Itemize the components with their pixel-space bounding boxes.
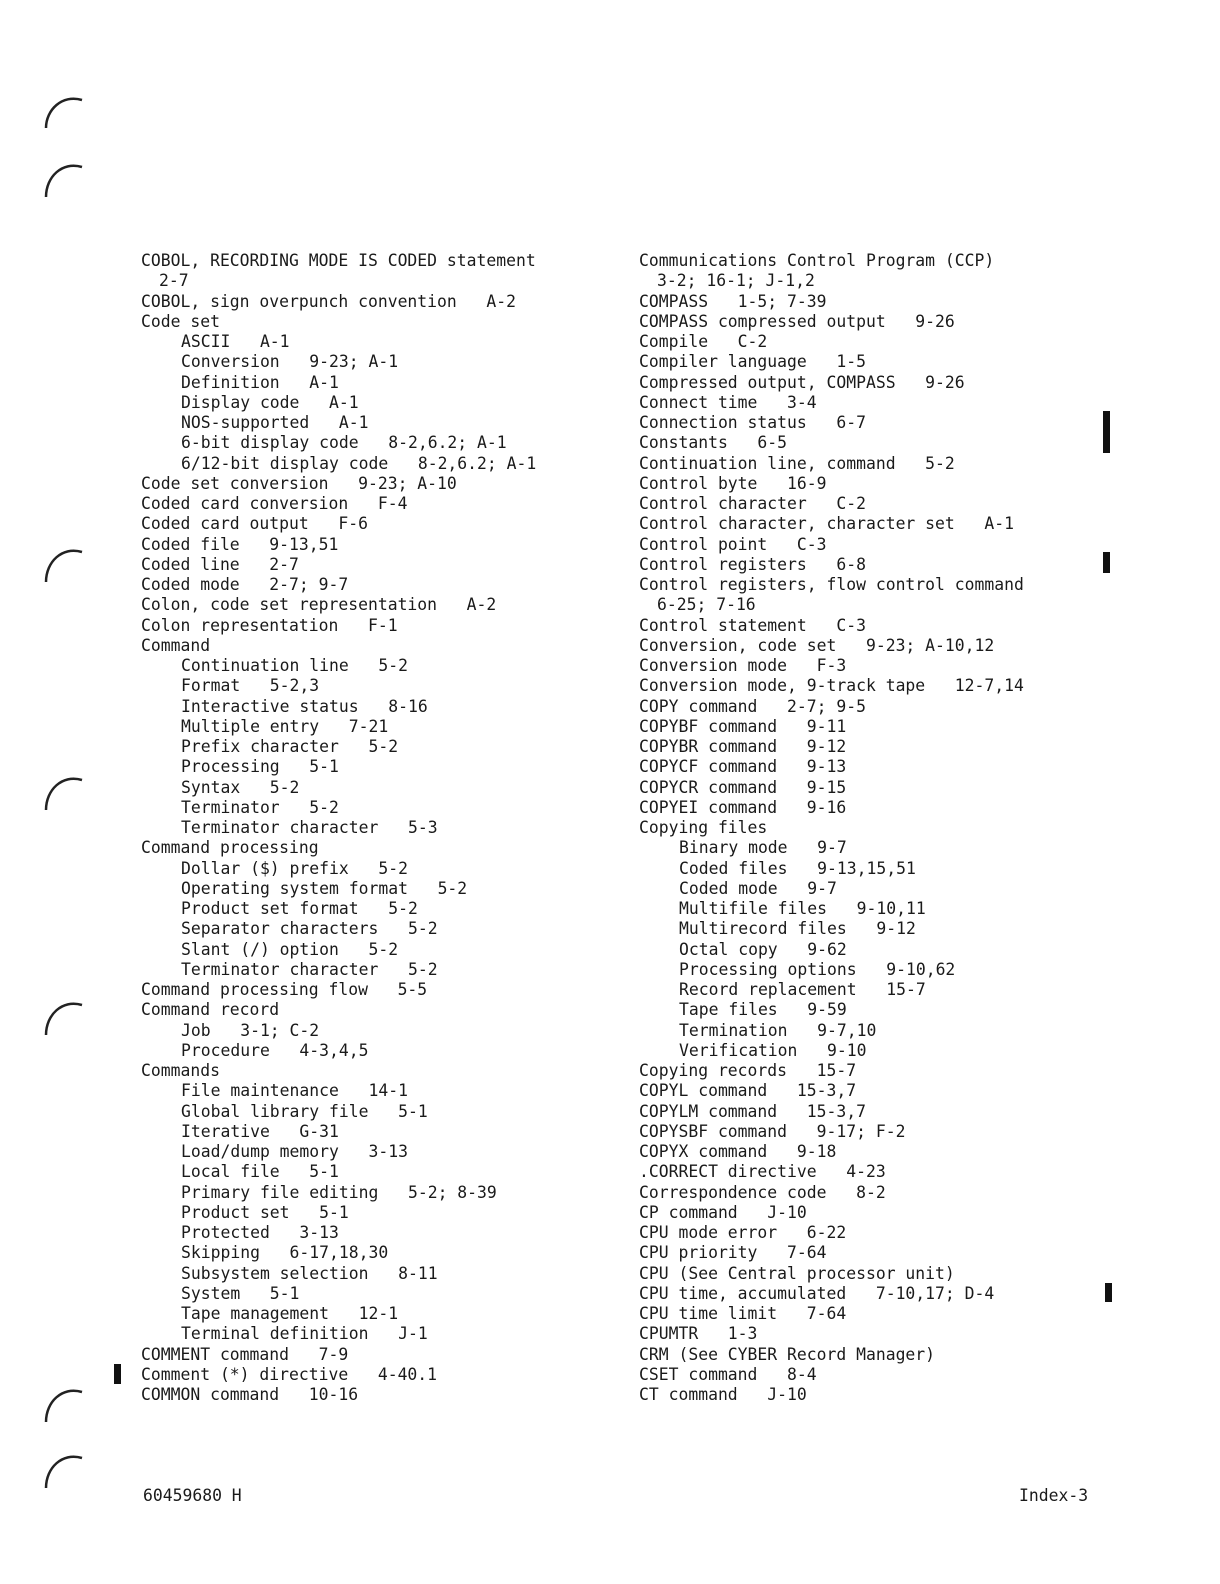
index-entry: 2-7	[159, 271, 189, 291]
index-entry: Global library file 5-1	[181, 1101, 428, 1121]
index-entry: Colon, code set representation A-2	[141, 595, 497, 615]
index-entry: ASCII A-1	[181, 332, 290, 351]
index-entry: Conversion 9-23; A-1	[181, 352, 399, 372]
index-entry: Tape management 12-1	[181, 1304, 399, 1323]
index-entry: Product set format 5-2	[181, 899, 418, 918]
index-entry: Continuation line 5-2	[181, 656, 408, 675]
index-entry: .CORRECT directive 4-23	[639, 1162, 886, 1182]
index-entry: Primary file editing 5-2; 8-39	[181, 1182, 497, 1202]
index-entry: Communications Control Program (CCP)	[639, 251, 995, 270]
index-entry: COMPASS 1-5; 7-39	[639, 291, 827, 311]
index-entry: COMPASS compressed output 9-26	[639, 311, 955, 331]
index-entry: Job 3-1; C-2	[181, 1020, 320, 1040]
index-entry: Load/dump memory 3-13	[181, 1142, 408, 1161]
index-entry: Terminator character 5-2	[181, 959, 438, 979]
index-entry: Format 5-2,3	[181, 676, 320, 696]
index-entry: Colon representation F-1	[141, 615, 398, 635]
binder-hole-mark	[40, 993, 88, 1041]
index-entry: Prefix character 5-2	[181, 737, 399, 756]
index-entry: Compressed output, COMPASS 9-26	[639, 372, 965, 392]
index-entry: Coded line 2-7	[141, 554, 299, 574]
index-column-left	[141, 251, 581, 1405]
change-bar	[114, 1364, 121, 1384]
index-entry: Conversion mode, 9-track tape 12-7,14	[639, 676, 1024, 696]
index-entry: COMMENT command 7-9	[141, 1344, 349, 1364]
index-entry: Protected 3-13	[181, 1223, 339, 1242]
index-entry: COPYSBF command 9-17; F-2	[639, 1121, 906, 1141]
index-entry: Iterative G-31	[181, 1121, 339, 1141]
index-entry: COPYCF command 9-13	[639, 757, 847, 777]
index-entry: 6/12-bit display code 8-2,6.2; A-1	[181, 453, 537, 473]
index-entry: Connection status 6-7	[639, 413, 866, 432]
index-entry: CT command J-10	[639, 1385, 807, 1404]
index-entry: File maintenance 14-1	[181, 1081, 408, 1101]
index-entry: COBOL, RECORDING MODE IS CODED statement	[141, 251, 536, 270]
index-entry: Verification 9-10	[679, 1040, 867, 1060]
index-entry: CSET command 8-4	[639, 1364, 817, 1384]
index-entry: Interactive status 8-16	[181, 696, 428, 716]
index-entry: CPU time limit 7-64	[639, 1304, 847, 1323]
index-entry: Skipping 6-17,18,30	[181, 1243, 389, 1263]
binder-hole-mark	[40, 540, 88, 588]
binder-hole-mark	[40, 1446, 88, 1494]
index-entry: Coded files 9-13,15,51	[679, 858, 916, 878]
index-entry: Command record	[141, 1000, 280, 1020]
index-entry: COPYEI command 9-16	[639, 797, 847, 817]
index-entry: Compiler language 1-5	[639, 352, 866, 372]
index-entry: Coded mode 9-7	[679, 878, 837, 898]
binder-hole-mark	[40, 88, 88, 136]
index-entry: 3-2; 16-1; J-1,2	[657, 271, 815, 291]
index-entry: 6-25; 7-16	[657, 595, 756, 615]
index-entry: Coded card output F-6	[141, 514, 368, 534]
binder-hole-mark	[40, 155, 88, 203]
index-entry: Control point C-3	[639, 534, 827, 554]
index-entry: Binary mode 9-7	[679, 838, 847, 858]
index-entry: COPYX command 9-18	[639, 1142, 837, 1161]
index-entry: Processing 5-1	[181, 757, 339, 777]
index-column-right	[639, 251, 1109, 1405]
index-entry: Dollar ($) prefix 5-2	[181, 858, 408, 878]
index-entry: Separator characters 5-2	[181, 919, 438, 939]
index-entry: COPYL command 15-3,7	[639, 1081, 857, 1101]
index-entry: Continuation line, command 5-2	[639, 453, 955, 473]
index-entry: Terminator character 5-3	[181, 818, 438, 837]
index-entry: Local file 5-1	[181, 1162, 339, 1182]
index-entry: Coded card conversion F-4	[141, 494, 408, 513]
index-entry: Control character, character set A-1	[639, 514, 1014, 534]
index-entry: COPY command 2-7; 9-5	[639, 696, 866, 716]
index-entry: Coded mode 2-7; 9-7	[141, 575, 349, 594]
index-entry: COMMON command 10-16	[141, 1385, 359, 1404]
index-entry: Terminal definition J-1	[181, 1324, 428, 1344]
page-number: Index-3	[1019, 1486, 1089, 1505]
index-entry: CPU (See Central processor unit)	[639, 1263, 955, 1283]
index-entry: Control registers 6-8	[639, 554, 866, 574]
index-entry: System 5-1	[181, 1283, 300, 1303]
index-entry: Multiple entry 7-21	[181, 716, 389, 736]
index-entry: COPYBR command 9-12	[639, 737, 847, 756]
index-entry: CPU time, accumulated 7-10,17; D-4	[639, 1283, 995, 1303]
index-entry: Command processing flow 5-5	[141, 980, 428, 999]
index-entry: CPU mode error 6-22	[639, 1223, 847, 1242]
index-entry: Syntax 5-2	[181, 777, 300, 797]
index-entry: Terminator 5-2	[181, 797, 339, 817]
index-entry: Connect time 3-4	[639, 392, 817, 412]
index-entry: Constants 6-5	[639, 433, 788, 453]
index-entry: Command	[141, 635, 211, 655]
index-entry: Copying records 15-7	[639, 1061, 857, 1080]
index-entry: Definition A-1	[181, 372, 339, 392]
index-entry: Processing options 9-10,62	[679, 959, 956, 979]
index-entry: Octal copy 9-62	[679, 939, 847, 959]
index-entry: Subsystem selection 8-11	[181, 1263, 438, 1283]
index-entry: Control statement C-3	[639, 615, 866, 635]
index-entry: Control character C-2	[639, 494, 866, 513]
index-entry: Display code A-1	[181, 392, 359, 412]
index-entry: Commands	[141, 1061, 220, 1080]
index-entry: Operating system format 5-2	[181, 878, 468, 898]
index-entry: Tape files 9-59	[679, 1000, 847, 1020]
binder-hole-mark	[40, 1380, 88, 1428]
index-entry: Copying files	[639, 818, 768, 837]
index-entry: Correspondence code 8-2	[639, 1182, 886, 1202]
index-entry: NOS-supported A-1	[181, 413, 369, 432]
document-number: 60459680 H	[143, 1486, 242, 1505]
binder-hole-mark	[40, 768, 88, 816]
index-entry: Compile C-2	[639, 332, 768, 351]
index-entry: COBOL, sign overpunch convention A-2	[141, 291, 516, 311]
index-entry: COPYCR command 9-15	[639, 777, 847, 797]
index-entry: Record replacement 15-7	[679, 980, 926, 999]
index-entry: CRM (See CYBER Record Manager)	[639, 1344, 936, 1364]
index-entry: Code set	[141, 311, 220, 331]
index-entry: CPU priority 7-64	[639, 1243, 827, 1263]
index-entry: Coded file 9-13,51	[141, 534, 339, 554]
index-entry: 6-bit display code 8-2,6.2; A-1	[181, 433, 507, 453]
index-entry: Control byte 16-9	[639, 473, 827, 493]
index-entry: Conversion mode F-3	[639, 656, 847, 675]
index-entry: COPYBF command 9-11	[639, 716, 847, 736]
index-entry: Slant (/) option 5-2	[181, 939, 399, 959]
index-entry: Termination 9-7,10	[679, 1020, 877, 1040]
index-entry: Code set conversion 9-23; A-10	[141, 473, 457, 493]
index-entry: CPUMTR 1-3	[639, 1324, 758, 1344]
index-entry: COPYLM command 15-3,7	[639, 1101, 866, 1121]
index-entry: Comment (*) directive 4-40.1	[141, 1364, 438, 1384]
index-entry: Conversion, code set 9-23; A-10,12	[639, 635, 995, 655]
index-entry: Product set 5-1	[181, 1202, 349, 1222]
index-entry: Control registers, flow control command	[639, 575, 1024, 594]
index-entry: CP command J-10	[639, 1202, 807, 1222]
index-entry: Procedure 4-3,4,5	[181, 1040, 369, 1060]
index-entry: Multifile files 9-10,11	[679, 899, 926, 918]
index-entry: Command processing	[141, 838, 319, 858]
index-entry: Multirecord files 9-12	[679, 919, 916, 939]
